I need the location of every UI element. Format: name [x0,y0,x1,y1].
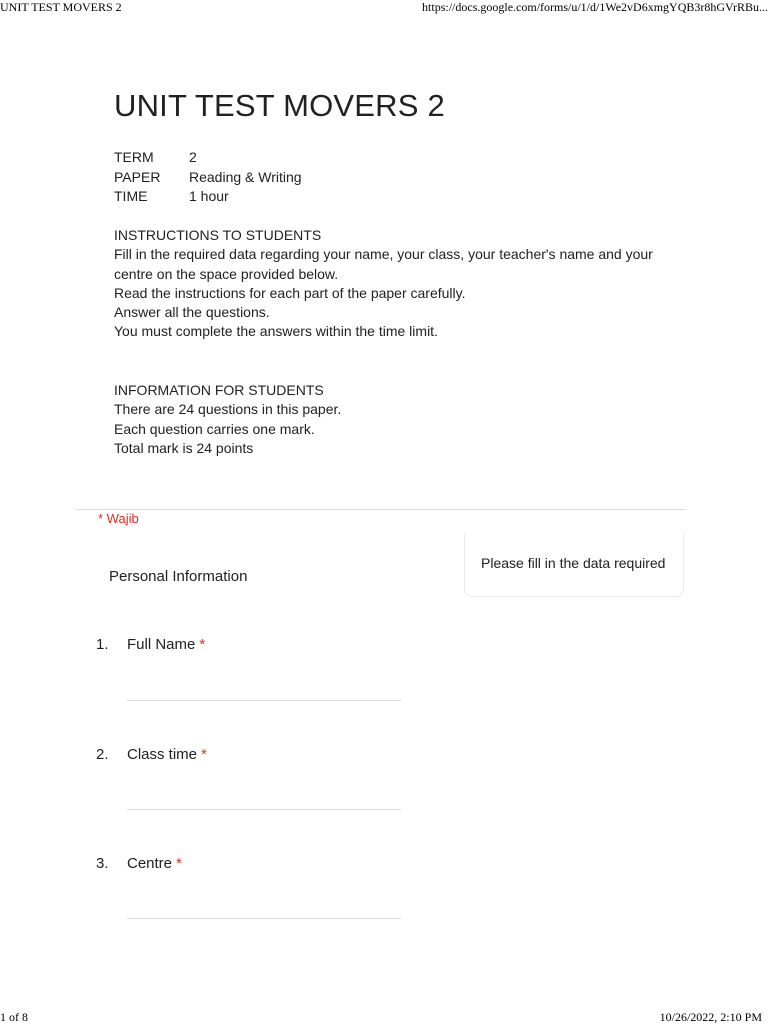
meta-key: TIME [114,188,148,204]
test-meta-table [114,148,302,207]
print-header-title: UNIT TEST MOVERS 2 [0,0,122,14]
required-asterisk: * [176,855,182,872]
information-line: Each question carries one mark. [114,420,315,437]
question-label-text: Centre [127,855,173,872]
instructions-heading: INSTRUCTIONS TO STUDENTS [114,227,322,243]
instruction-line: Fill in the required data regarding your name, your class, your teacher's name and your centre on the space provided below. [114,246,653,282]
meta-value: Reading & Writing [189,168,302,185]
instruction-line: Read the instructions for each part of the paper carefully. [114,284,466,301]
instructions-block [114,226,674,342]
instruction-line: You must complete the answers within the time limit. [114,323,438,340]
question-number: 2. [96,746,109,763]
print-footer-datetime: 10/26/2022, 2:10 PM [659,1010,762,1024]
question-number: 3. [96,855,109,872]
question-label-text: Class time [127,746,198,763]
meta-value: 1 hour [189,188,229,204]
print-footer-page: 1 of 8 [0,1010,28,1024]
centre-input[interactable] [127,896,401,919]
section-description: Please fill in the data required [481,555,666,571]
section-description-card [464,533,684,597]
instruction-line: Answer all the questions. [114,304,270,321]
meta-row-time [114,187,302,207]
question-label-text: Full Name [127,636,196,653]
meta-row-paper [114,168,302,188]
meta-key: TERM [114,149,154,165]
information-line: Total mark is 24 points [114,439,254,456]
full-name-input[interactable] [127,678,401,701]
required-note: * Wajib [98,511,139,526]
information-line: There are 24 questions in this paper. [114,401,342,418]
question-label [127,746,207,763]
information-heading: INFORMATION FOR STUDENTS [114,382,324,398]
section-title: Personal Information [109,568,248,585]
meta-key: PAPER [114,168,161,185]
required-asterisk: * [201,746,207,763]
meta-row-term [114,148,302,168]
meta-value: 2 [189,149,197,165]
section-divider [76,509,686,510]
required-asterisk: * [199,636,206,653]
information-block [114,381,674,458]
question-label [127,855,182,872]
question-label [127,636,205,653]
question-number: 1. [96,636,109,653]
class-time-input[interactable] [127,787,401,810]
form-title: UNIT TEST MOVERS 2 [114,88,445,123]
print-header-url: https://docs.google.com/forms/u/1/d/1We2vD6xmgYQB3r8hGVrRBu... [422,0,768,14]
